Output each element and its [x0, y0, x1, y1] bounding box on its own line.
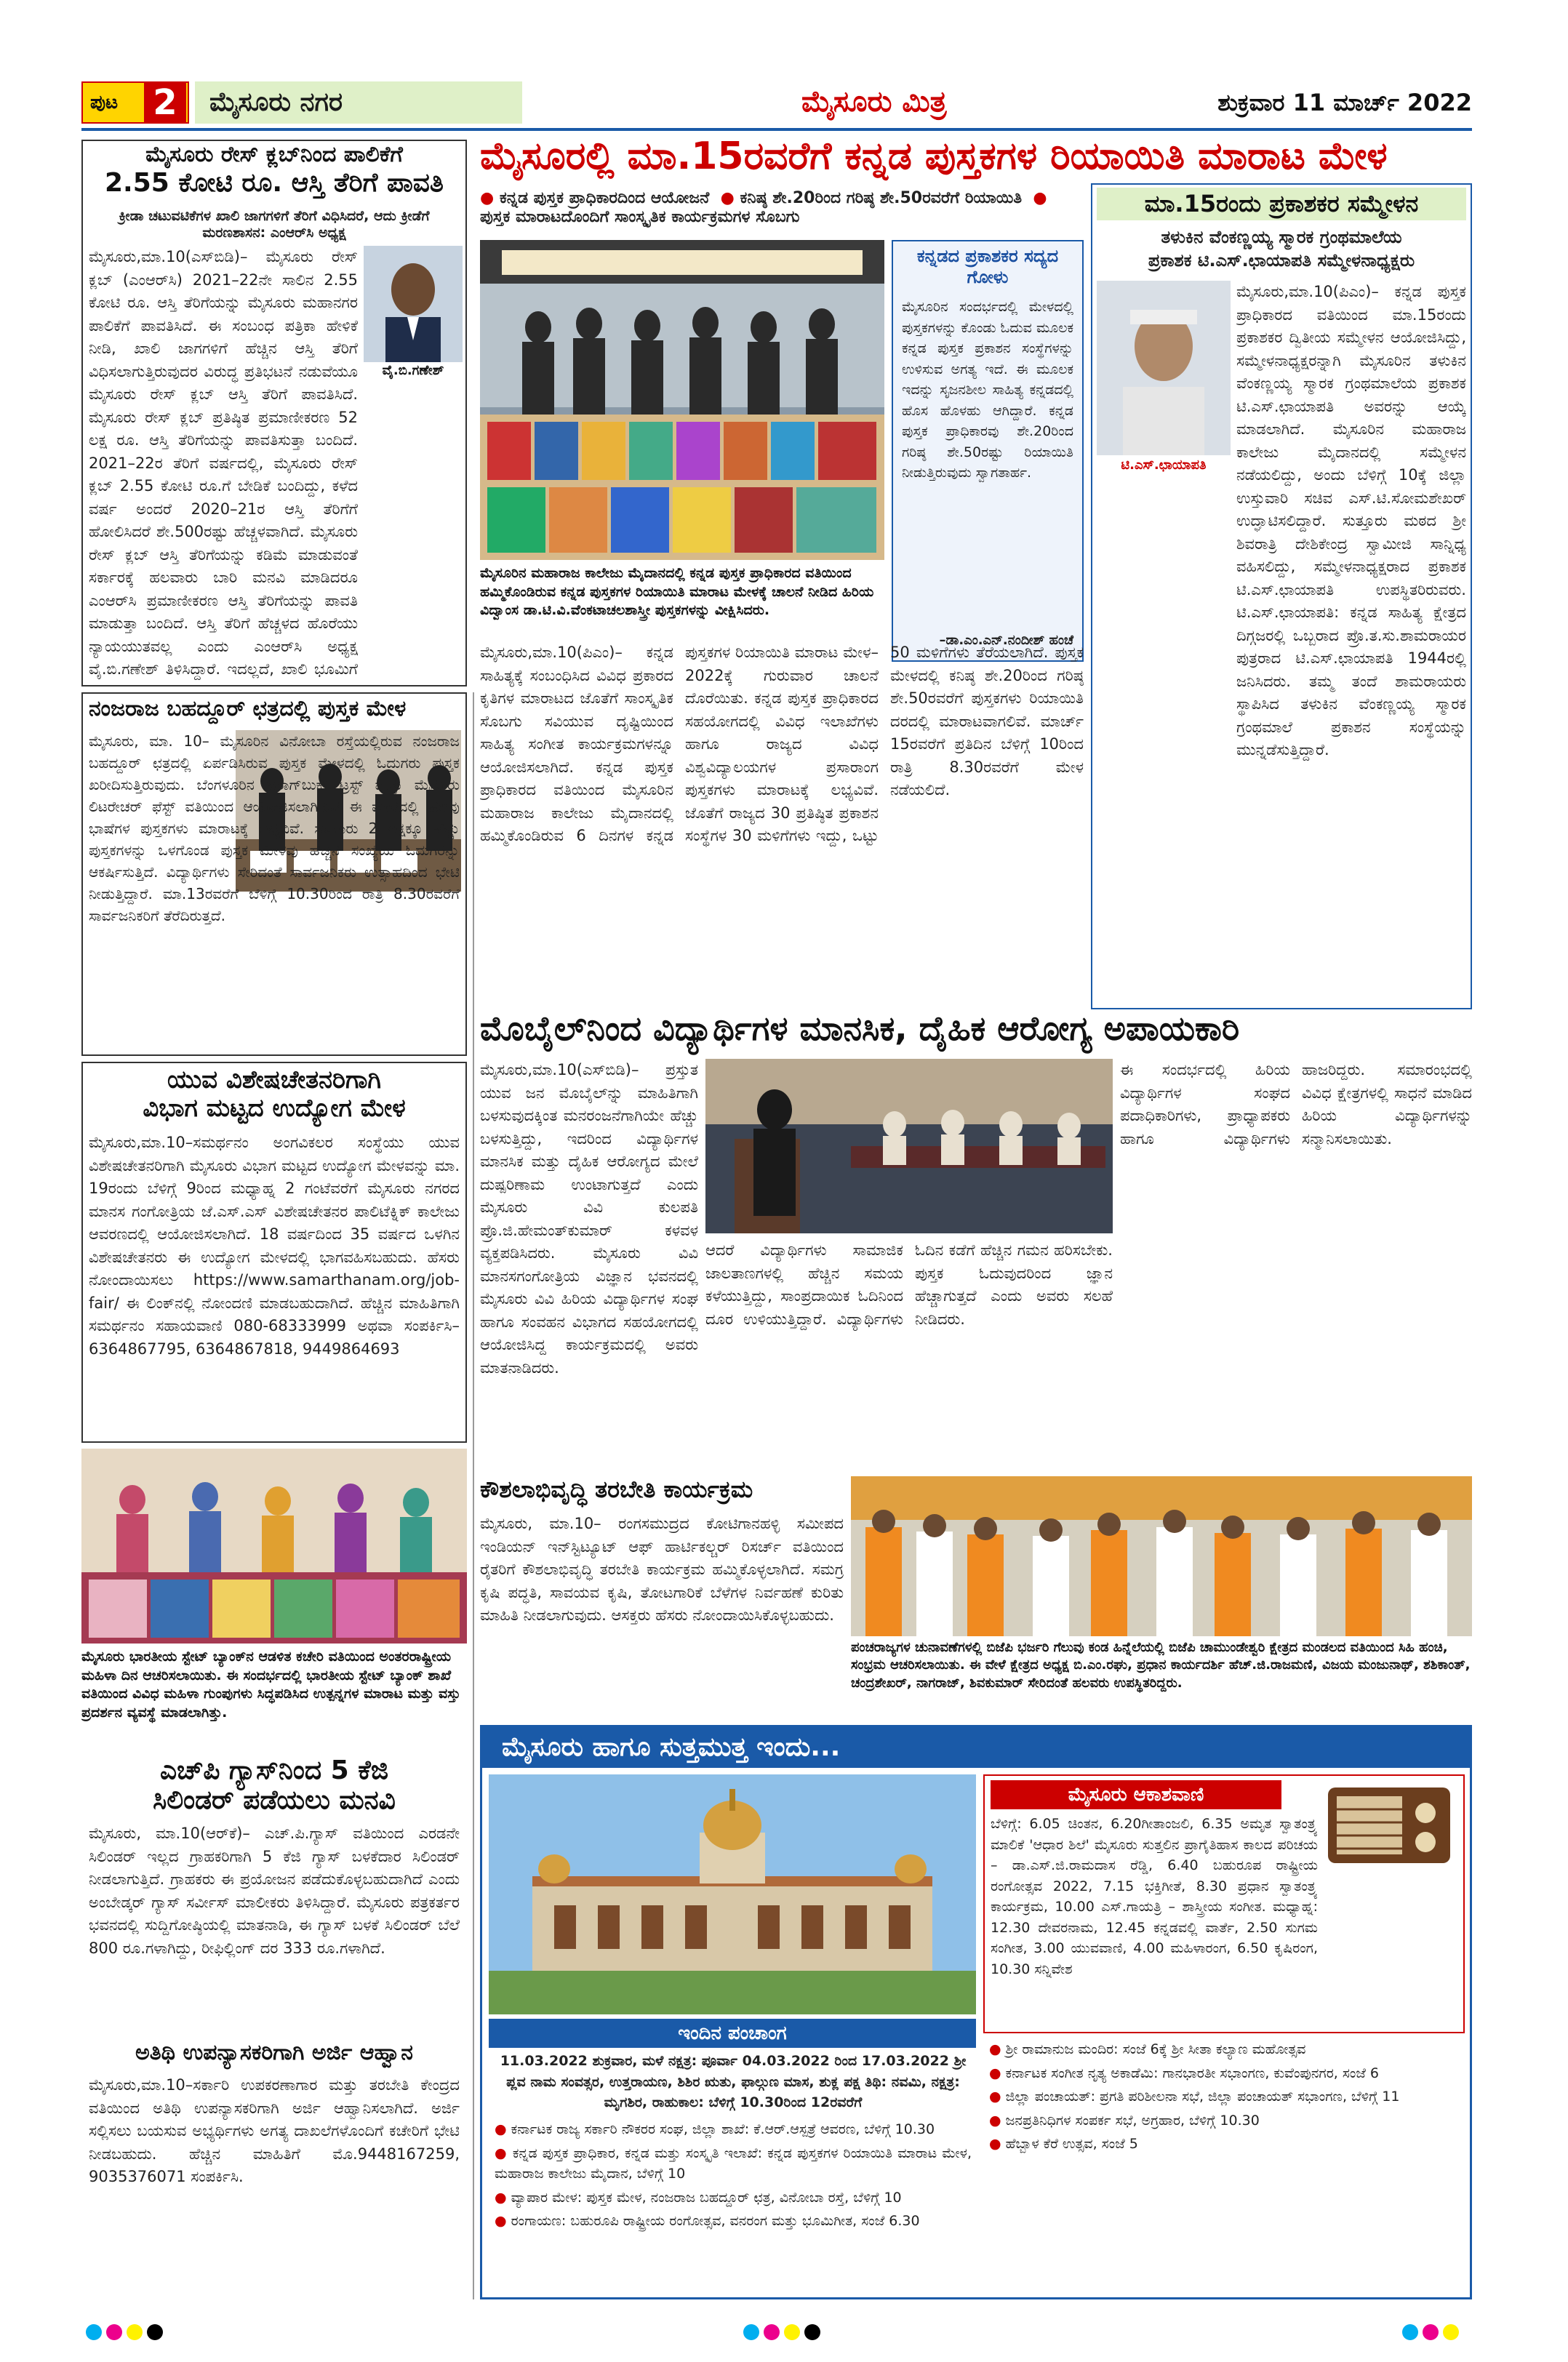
publishers-meet-subhead2: ಪ್ರಕಾಶಕ ಟಿ.ಎಸ್.ಛಾಯಾಪತಿ ಸಮ್ಮೇಳನಾಧ್ಯಕ್ಷರು — [1148, 250, 1415, 271]
events-left — [495, 2119, 972, 2297]
today-title: ಮೈಸೂರು ಹಾಗೂ ಸುತ್ತಮುತ್ತ ಇಂದು... — [502, 1732, 841, 1762]
panchang-body: 11.03.2022 ಶುಕ್ರವಾರ, ಮಳೆ ನಕ್ಷತ್ರ: ಪೂರ್ವಾ 04.03.2022 ರಿಂದ 17.03.2022 ಶ್ರೀ ಪ್ಲವ ನಾಮ ಸಂವತ್ಸರ, ಉತ್ತರಾಯಣ, ಶಿಶಿರ ಋತು, ಫಾಲ್ಗುಣ ಮಾಸ, ಶುಕ್ಲ ಪಕ್ಷ ತಿಥಿ: ನವಮಿ, ನಕ್ಷತ್ರ: ಮೃಗಶಿರ, ರಾಹುಕಾಲ: ಬೆಳಿಗ್ಗೆ 10.30ರಿಂದ 12ರವರೆಗೆ — [500, 2053, 967, 2110]
book-fair-bullet-3: ● ಪುಸ್ತಕ ಮಾರಾಟದೊಂದಿಗೆ ಸಾಂಸ್ಕೃತಿಕ ಕಾರ್ಯಕ್ರಮಗಳ ಸೊಬಗು — [480, 189, 1047, 226]
event-item: ● ಜನಪ್ರತಿನಿಧಿಗಳ ಸಂಪರ್ಕ ಸಭೆ, ಅಗ್ರಹಾರ, ಬೆಳಿಗ್ಗೆ 10.30 — [989, 2110, 1465, 2131]
book-fair-bullets — [480, 189, 1076, 228]
mobile-body-3: ಈ ಸಂದರ್ಭದಲ್ಲಿ ಹಿರಿಯ ವಿದ್ಯಾರ್ಥಿಗಳ ಸಂಘದ ಪದಾಧಿಕಾರಿಗಳು, ಪ್ರಾಧ್ಯಾಪಕರು ಹಾಗೂ ವಿದ್ಯಾರ್ಥಿಗಳು ಹಾಜರಿದ್ದರು. ಸಮಾರಂಭದಲ್ಲಿ ವಿವಿಧ ಕ್ಷೇತ್ರಗಳಲ್ಲಿ ಸಾಧನೆ ಮಾಡಿದ ಹಿರಿಯ ವಿದ್ಯಾರ್ಥಿಗಳನ್ನು ಸನ್ಮಾನಿಸಲಾಯಿತು. — [1120, 1061, 1472, 1148]
registration-dot — [743, 2324, 759, 2340]
event-item: ● ಹೆಬ್ಬಾಳ ಕೆರೆ ಉತ್ಸವ, ಸಂಜೆ 5 — [989, 2134, 1465, 2155]
left-column-rule — [473, 692, 474, 2299]
radio-title: ಮೈಸೂರು ಆಕಾಶವಾಣಿ — [991, 1780, 1281, 1809]
race-club-headline-line1: ಮೈಸೂರು ರೇಸ್ ಕ್ಲಬ್‌ನಿಂದ ಪಾಲಿಕೆಗೆ — [145, 142, 403, 167]
guest-lecturer-headline: ಅತಿಥಿ ಉಪನ್ಯಾಸಕರಿಗಾಗಿ ಅರ್ಜಿ ಆಹ್ವಾನ — [135, 2040, 413, 2065]
publishers-meet-subhead1: ತಳುಕಿನ ವೆಂಕಣ್ಣಯ್ಯ ಸ್ಮಾರಕ ಗ್ರಂಥಮಾಲೆಯ — [1161, 227, 1402, 247]
sbi-womens-day-caption: ಮೈಸೂರು ಭಾರತೀಯ ಸ್ಟೇಟ್ ಬ್ಯಾಂಕ್‌ನ ಆಡಳಿತ ಕಚೇರಿ ವತಿಯಿಂದ ಅಂತರರಾಷ್ಟ್ರೀಯ ಮಹಿಳಾ ದಿನ ಆಚರಿಸಲಾಯಿತು. ಈ ಸಂದರ್ಭದಲ್ಲಿ ಭಾರತೀಯ ಸ್ಟೇಟ್ ಬ್ಯಾಂಕ್ ಶಾಖೆ ವತಿಯಿಂದ ವಿವಿಧ ಮಹಿಳಾ ಗುಂಪುಗಳು ಸಿದ್ಧಪಡಿಸಿದ ಉತ್ಪನ್ನಗಳ ಮಾರಾಟ ಮತ್ತು ವಸ್ತು ಪ್ರದರ್ಶನ ವ್ಯವಸ್ಥೆ ಮಾಡಲಾಗಿತ್ತು. — [81, 1649, 461, 1721]
book-fair-bullet-2: ● ಕನಿಷ್ಠ ಶೇ.20ರಿಂದ ಗರಿಷ್ಠ ಶೇ.50ರವರೆಗೆ ರಿಯಾಯಿತಿ — [721, 189, 1022, 207]
panchang-title: ಇಂದಿನ ಪಂಚಾಂಗ — [489, 2019, 976, 2048]
sbi-womens-day-photo — [81, 1449, 467, 1644]
nanjaraja-headline: ನಂಜರಾಜ ಬಹದ್ದೂರ್ ಛತ್ರದಲ್ಲಿ ಪುಸ್ತಕ ಮೇಳ — [89, 696, 407, 721]
chayapathi-photo — [1097, 281, 1231, 455]
event-item: ● ವ್ಯಾಪಾರ ಮೇಳ: ಪುಸ್ತಕ ಮೇಳ, ನಂಜರಾಜ ಬಹದ್ದೂರ್ ಛತ್ರ, ವಿನೋಬಾ ರಸ್ತೆ, ಬೆಳಿಗ್ಗೆ 10 — [495, 2187, 972, 2209]
registration-dot — [764, 2324, 780, 2340]
chayapathi-caption: ಟಿ.ಎಸ್.ಛಾಯಾಪತಿ — [1121, 457, 1207, 473]
event-item: ● ಕನ್ನಡ ಪುಸ್ತಕ ಪ್ರಾಧಿಕಾರ, ಕನ್ನಡ ಮತ್ತು ಸಂಸ್ಕೃತಿ ಇಲಾಖೆ: ಕನ್ನಡ ಪುಸ್ತಕಗಳ ರಿಯಾಯಿತಿ ಮಾರಾಟ ಮೇಳ, ಮಹಾರಾಜ ಕಾಲೇಜು ಮೈದಾನ, ಬೆಳಿಗ್ಗೆ 10 — [495, 2143, 972, 2185]
publishers-meet-headline: ಮಾ.15ರಂದು ಪ್ರಕಾಶಕರ ಸಮ್ಮೇಳನ — [1097, 188, 1466, 220]
race-club-headline-line2: 2.55 ಕೋಟಿ ರೂ. ಆಸ್ತಿ ತೆರಿಗೆ ಪಾವತಿ — [104, 167, 444, 198]
registration-dot — [127, 2324, 143, 2340]
page-number: 2 — [144, 81, 186, 124]
skill-body: ಮೈಸೂರು, ಮಾ.10– ರಂಗಸಮುದ್ರದ ಕೋಟಿಗಾನಹಳ್ಳಿ ಸಮೀಪದ ಇಂಡಿಯನ್ ಇನ್‌ಸ್ಟಿಟ್ಯೂಟ್ ಆಫ್ ಹಾರ್ಟಿಕಲ್ಚರ್ ರಿಸರ್ಚ್ ವತಿಯಿಂದ ರೈತರಿಗೆ ಕೌಶಲಾಭಿವೃದ್ಧಿ ತರಬೇತಿ ಕಾರ್ಯಕ್ರಮ ಹಮ್ಮಿಕೊಳ್ಳಲಾಗಿದೆ. ಸಮಗ್ರ ಕೃಷಿ ಪದ್ಧತಿ, ಸಾವಯವ ಕೃಷಿ, ತೋಟಗಾರಿಕೆ ಬೆಳೆಗಳ ನಿರ್ವಹಣೆ ಕುರಿತು ಮಾಹಿತಿ ನೀಡಲಾಗುವುದು. ಆಸಕ್ತರು ಹೆಸರು ನೋಂದಾಯಿಸಿಕೊಳ್ಳಬಹುದು. — [480, 1515, 844, 1624]
registration-dot — [804, 2324, 820, 2340]
gas-headline — [89, 1756, 460, 1816]
issue-date: ಶುಕ್ರವಾರ 11 ಮಾರ್ಚ್ 2022 — [1217, 89, 1472, 116]
race-club-body: ಮೈಸೂರು,ಮಾ.10(ಎಸ್‌ಬಿಡಿ)– ಮೈಸೂರು ರೇಸ್ ಕ್ಲಬ್ (ಎಂಆರ್‌ಸಿ) 2021–22ನೇ ಸಾಲಿನ 2.55 ಕೋಟಿ ರೂ. ಆಸ್ತಿ ತೆರಿಗೆಯನ್ನು ಮೈಸೂರು ಮಹಾನಗರ ಪಾಲಿಕೆಗೆ ಪಾವತಿಸಿದೆ. ಈ ಸಂಬಂಧ ಪತ್ರಿಕಾ ಹೇಳಿಕೆ ನೀಡಿ, ಖಾಲಿ ಜಾಗಗಳಿಗೆ ಹೆಚ್ಚಿನ ಆಸ್ತಿ ತೆರಿಗೆ ವಿಧಿಸಲಾಗುತ್ತಿರುವುದರ ವಿರುದ್ಧ ಪ್ರತಿಭಟನೆ ನಡುವೆಯೂ ಮೈಸೂರು ರೇಸ್ ಕ್ಲಬ್ ಆಸ್ತಿ ತೆರಿಗೆ ಪಾವತಿಸಿದೆ. ಮೈಸೂರು ರೇಸ್ ಕ್ಲಬ್ ಪ್ರತಿಷ್ಠಿತ ಪ್ರಮಾಣೀಕರಣ 52 ಲಕ್ಷ ರೂ. ಆಸ್ತಿ ತೆರಿಗೆಯನ್ನು ಪಾವತಿಸುತ್ತಾ ಬಂದಿದೆ. 2021–22ರ ತೆರಿಗೆ ವರ್ಷದಲ್ಲಿ, ಮೈಸೂರು ರೇಸ್ ಕ್ಲಬ್ 2.55 ಕೋಟಿ ರೂ.ಗೆ ಬೇಡಿಕೆ ಬಂದಿದ್ದು, ಕಳೆದ ವರ್ಷ ಅಂದರೆ 2020–21ರ ಆಸ್ತಿ ತೆರಿಗೆಗೆ ಹೋಲಿಸಿದರೆ ಶೇ.500ರಷ್ಟು ಹೆಚ್ಚಳವಾಗಿದೆ. ಮೈಸೂರು ರೇಸ್ ಕ್ಲಬ್ ಆಸ್ತಿ ತೆರಿಗೆಯನ್ನು ಕಡಿಮೆ ಮಾಡುವಂತೆ ಸರ್ಕಾರಕ್ಕೆ ಹಲವಾರು ಬಾರಿ ಮನವಿ ಮಾಡಿದರೂ ಎಂಆರ್‌ಸಿ ಪ್ರಮಾಣೀಕರಣ ಆಸ್ತಿ ತೆರಿಗೆಯನ್ನು ಪಾವತಿ ಮಾಡುತ್ತಾ ಬಂದಿದೆ. ಆಸ್ತಿ ತೆರಿಗೆ ಹೆಚ್ಚಳದ ಹೊರೆಯು ನ್ಯಾಯಯುತವಲ್ಲ ಎಂದು ಎಂಆರ್‌ಸಿ ಅಧ್ಯಕ್ಷ ವೈ.ಬಿ.ಗಣೇಶ್ ತಿಳಿಸಿದ್ದಾರೆ. ಇದಲ್ಲದೆ, ಖಾಲಿ ಭೂಮಿಗೆ — [89, 248, 358, 678]
publishers-woes-author: –ಡಾ.ಎಂ.ಎನ್.ನಂದೀಶ್ ಹಂಚೆ — [939, 633, 1073, 648]
nanjaraja-body: ಮೈಸೂರು, ಮಾ. 10– ಮೈಸೂರಿನ ವಿನೋಬಾ ರಸ್ತೆಯಲ್ಲಿರುವ ನಂಜರಾಜ ಬಹದ್ದೂರ್ ಛತ್ರದಲ್ಲಿ ಏರ್ಪಡಿಸಿರುವ ಪುಸ್ತಕ ಮೇಳದಲ್ಲಿ ಓದುಗರು ಪುಸ್ತಕ ಖರೀದಿಸುತ್ತಿರುವುದು. ಬೆಂಗಳೂರಿನ ಚಿರಾಗ್‌ಬುಕ್ ಟ್ರಸ್ಟ್ ಮತ್ತು ಮೈಸೂರು ಲಿಟರೇಚರ್ ಫೆಸ್ಟ್ ವತಿಯಿಂದ ಆಯೋಜಿಸಲಾಗಿರುವ ಈ ಮೇಳದಲ್ಲಿ ಹಲವು ಭಾಷೆಗಳ ಪುಸ್ತಕಗಳು ಮಾರಾಟಕ್ಕೆ ಲಭ್ಯವಿವೆ. ಸುಮಾರು 2 ಲಕ್ಷಕ್ಕೂ ಹೆಚ್ಚು ಪುಸ್ತಕಗಳನ್ನು ಒಳಗೊಂಡ ಪುಸ್ತಕ ಮೇಳವು ಹೆಚ್ಚಿನ ಸಂಖ್ಯೆಯ ಓದುಗರನ್ನು ಆಕರ್ಷಿಸುತ್ತಿದೆ. ವಿದ್ಯಾರ್ಥಿಗಳು ಸೇರಿದಂತೆ ಸಾರ್ವಜನಿಕರು ಉತ್ಸಾಹದಿಂದ ಭೇಟಿ ನೀಡುತ್ತಿದ್ದಾರೆ. ಮಾ.13ರವರೆಗೆ ಬೆಳಿಗ್ಗೆ 10.30ರಿಂದ ರಾತ್ರಿ 8.30ರವರೆಗೆ ಸಾರ್ವಜನಿಕರಿಗೆ ತೆರೆದಿರುತ್ತದೆ. — [89, 732, 460, 924]
radio-icon — [1324, 1780, 1455, 1867]
book-fair-bullet-1: ● ಕನ್ನಡ ಪುಸ್ತಕ ಪ್ರಾಧಿಕಾರದಿಂದ ಆಯೋಜನೆ — [480, 189, 709, 207]
registration-dot — [86, 2324, 102, 2340]
book-fair-photo-caption: ಮೈಸೂರಿನ ಮಹಾರಾಜ ಕಾಲೇಜು ಮೈದಾನದಲ್ಲಿ ಕನ್ನಡ ಪುಸ್ತಕ ಪ್ರಾಧಿಕಾರದ ವತಿಯಿಂದ ಹಮ್ಮಿಕೊಂಡಿರುವ ಕನ್ನಡ ಪುಸ್ತಕಗಳ ರಿಯಾಯಿತಿ ಮಾರಾಟ ಮೇಳಕ್ಕೆ ಚಾಲನೆ ನೀಡಿದ ಹಿರಿಯ ವಿದ್ವಾಂಸ ಡಾ.ಟಿ.ವಿ.ವೆಂಕಟಾಚಲಶಾಸ್ತ್ರೀ ಪುಸ್ತಕಗಳನ್ನು ವೀಕ್ಷಿಸಿದರು. — [480, 565, 874, 619]
event-item: ● ಜಿಲ್ಲಾ ಪಂಚಾಯತ್: ಪ್ರಗತಿ ಪರಿಶೀಲನಾ ಸಭೆ, ಜಿಲ್ಲಾ ಪಂಚಾಯತ್ ಸಭಾಂಗಣ, ಬೆಳಿಗ್ಗೆ 11 — [989, 2086, 1465, 2107]
publishers-meet-body: ಮೈಸೂರು,ಮಾ.10(ಪಿಎಂ)– ಕನ್ನಡ ಪುಸ್ತಕ ಪ್ರಾಧಿಕಾರದ ವತಿಯಿಂದ ಮಾ.15ರಂದು ಪ್ರಕಾಶಕರ ದ್ವಿತೀಯ ಸಮ್ಮೇಳನ ಆಯೋಜಿಸಿದ್ದು, ಸಮ್ಮೇಳನಾಧ್ಯಕ್ಷರನ್ನಾಗಿ ಮೈಸೂರಿನ ತಳುಕಿನ ವೆಂಕಣ್ಣಯ್ಯ ಸ್ಮಾರಕ ಗ್ರಂಥಮಾಲೆಯ ಪ್ರಕಾಶಕ ಟಿ.ಎಸ್.ಛಾಯಾಪತಿ ಅವರನ್ನು ಆಯ್ಕೆ ಮಾಡಲಾಗಿದೆ. ಮೈಸೂರಿನ ಮಹಾರಾಜ ಕಾಲೇಜು ಮೈದಾನದಲ್ಲಿ ಸಮ್ಮೇಳನ ನಡೆಯಲಿದ್ದು, ಅಂದು ಬೆಳಿಗ್ಗೆ 10ಕ್ಕೆ ಜಿಲ್ಲಾ ಉಸ್ತುವಾರಿ ಸಚಿವ ಎಸ್.ಟಿ.ಸೋಮಶೇಖರ್ ಉದ್ಘಾಟಿಸಲಿದ್ದಾರೆ. ಸುತ್ತೂರು ಮಠದ ಶ್ರೀ ಶಿವರಾತ್ರಿ ದೇಶಿಕೇಂದ್ರ ಸ್ವಾಮೀಜಿ ಸಾನ್ನಿಧ್ಯ ವಹಿಸಲಿದ್ದು, ಸಮ್ಮೇಳನಾಧ್ಯಕ್ಷರಾದ ಪ್ರಕಾಶಕ ಟಿ.ಎಸ್.ಛಾಯಾಪತಿ ಉಪಸ್ಥಿತರಿರುವರು. ಟಿ.ಎಸ್.ಛಾಯಾಪತಿ: ಕನ್ನಡ ಸಾಹಿತ್ಯ ಕ್ಷೇತ್ರದ ದಿಗ್ಗಜರಲ್ಲಿ ಒಬ್ಬರಾದ ಪ್ರೊ.ತ.ಸು.ಶಾಮರಾಯರ ಪುತ್ರರಾದ ಟಿ.ಎಸ್.ಛಾಯಾಪತಿ 1944ರಲ್ಲಿ ಜನಿಸಿದರು. ತಮ್ಮ ತಂದೆ ಶಾಮರಾಯರು ಸ್ಥಾಪಿಸಿದ ತಳುಕಿನ ವೆಂಕಣ್ಣಯ್ಯ ಸ್ಮಾರಕ ಗ್ರಂಥಮಾಲೆ ಪ್ರಕಾಶನ ಸಂಸ್ಥೆಯನ್ನು ಮುನ್ನಡೆಸುತ್ತಿದ್ದಾರೆ. — [1236, 283, 1466, 758]
ganesh-photo — [364, 246, 463, 362]
race-club-subhead: ಕ್ರೀಡಾ ಚಟುವಟಿಕೆಗಳ ಖಾಲಿ ಜಾಗಗಳಿಗೆ ತೆರಿಗೆ ವಿಧಿಸಿದರೆ, ಆದು ಕ್ರೀಡೆಗೆ ಮರಣಶಾಸನ: ಎಂಆರ್‌ಸಿ ಅಧ್ಯಕ್ಷ — [119, 208, 430, 241]
bjp-celebration-caption: ಪಂಚರಾಜ್ಯಗಳ ಚುನಾವಣೆಗಳಲ್ಲಿ ಬಿಜೆಪಿ ಭರ್ಜರಿ ಗೆಲುವು ಕಂಡ ಹಿನ್ನೆಲೆಯಲ್ಲಿ ಬಿಜೆಪಿ ಚಾಮುಂಡೇಶ್ವರಿ ಕ್ಷೇತ್ರದ ಮಂಡಲದ ವತಿಯಿಂದ ಸಿಹಿ ಹಂಚಿ, ಸಂಭ್ರಮ ಆಚರಿಸಲಾಯಿತು. ಈ ವೇಳೆ ಕ್ಷೇತ್ರದ ಅಧ್ಯಕ್ಷ ಬಿ.ಎಂ.ರಘು, ಪ್ರಧಾನ ಕಾರ್ಯದರ್ಶಿ ಹೆಚ್.ಜಿ.ರಾಜಮಣಿ, ವಿಜಯ ಮಂಜುನಾಥ್, ಶಶಿಕಾಂತ್, ಚಂದ್ರಶೇಖರ್, ನಾಗರಾಜ್, ಶಿವಕುಮಾರ್ ಸೇರಿದಂತೆ ಹಲವರು ಉಪಸ್ಥಿತರಿದ್ದರು. — [851, 1640, 1471, 1691]
event-item: ● ಶ್ರೀ ರಾಮಾನುಜ ಮಂದಿರ: ಸಂಜೆ 6ಕ್ಕೆ ಶ್ರೀ ಸೀತಾ ಕಲ್ಯಾಣ ಮಹೋತ್ಸವ — [989, 2039, 1465, 2060]
job-fair-headline-line1: ಯುವ ವಿಶೇಷಚೇತನರಿಗಾಗಿ — [167, 1065, 381, 1094]
page-label: ಪುಟ — [90, 92, 119, 113]
ganesh-photo-caption: ವೈ.ಬಿ.ಗಣೇಶ್ — [382, 363, 444, 378]
gas-headline-line2: ಸಿಲಿಂಡರ್ ಪಡೆಯಲು ಮನವಿ — [153, 1785, 396, 1816]
guest-lecturer-body: ಮೈಸೂರು,ಮಾ.10–ಸರ್ಕಾರಿ ಉಪಕರಣಾಗಾರ ಮತ್ತು ತರಬೇತಿ ಕೇಂದ್ರದ ವತಿಯಿಂದ ಅತಿಥಿ ಉಪನ್ಯಾಸಕರಿಗಾಗಿ ಅರ್ಜಿ ಆಹ್ವಾನಿಸಲಾಗಿದೆ. ಅರ್ಜಿ ಸಲ್ಲಿಸಲು ಬಯಸುವ ಅಭ್ಯರ್ಥಿಗಳು ಅಗತ್ಯ ದಾಖಲೆಗಳೊಂದಿಗೆ ಕಚೇರಿಗೆ ಭೇಟಿ ನೀಡಬಹುದು. ಹೆಚ್ಚಿನ ಮಾಹಿತಿಗೆ ಮೊ.9448167259, 9035376071 ಸಂಪರ್ಕಿಸಿ. — [89, 2076, 460, 2185]
race-club-headline — [89, 143, 460, 198]
registration-dot — [106, 2324, 122, 2340]
gas-headline-line1: ಎಚ್‌ಪಿ ಗ್ಯಾಸ್‌ನಿಂದ 5 ಕೆಜಿ — [159, 1756, 389, 1785]
registration-dot — [147, 2324, 163, 2340]
book-fair-body: ಮೈಸೂರು,ಮಾ.10(ಪಿಎಂ)– ಕನ್ನಡ ಸಾಹಿತ್ಯಕ್ಕೆ ಸಂಬಂಧಿಸಿದ ವಿವಿಧ ಪ್ರಕಾರದ ಕೃತಿಗಳ ಮಾರಾಟದ ಜೊತೆಗೆ ಸಾಂಸ್ಕೃತಿಕ ಸೊಬಗು ಸವಿಯುವ ದೃಷ್ಟಿಯಿಂದ ಸಾಹಿತ್ಯ ಸಂಗೀತ ಕಾರ್ಯಕ್ರಮಗಳನ್ನೂ ಆಯೋಜಿಸಲಾಗಿದೆ. ಕನ್ನಡ ಪುಸ್ತಕ ಪ್ರಾಧಿಕಾರದ ವತಿಯಿಂದ ಮೈಸೂರಿನ ಮಹಾರಾಜ ಕಾಲೇಜು ಮೈದಾನದಲ್ಲಿ ಹಮ್ಮಿಕೊಂಡಿರುವ 6 ದಿನಗಳ ಕನ್ನಡ ಪುಸ್ತಕಗಳ ರಿಯಾಯಿತಿ ಮಾರಾಟ ಮೇಳ–2022ಕ್ಕೆ ಗುರುವಾರ ಚಾಲನೆ ದೊರೆಯಿತು. ಕನ್ನಡ ಪುಸ್ತಕ ಪ್ರಾಧಿಕಾರದ ಸಹಯೋಗದಲ್ಲಿ ವಿವಿಧ ಇಲಾಖೆಗಳು ಹಾಗೂ ರಾಜ್ಯದ ವಿವಿಧ ವಿಶ್ವವಿದ್ಯಾಲಯಗಳ ಪ್ರಸಾರಾಂಗ ಪುಸ್ತಕಗಳು ಮಾರಾಟಕ್ಕೆ ಲಭ್ಯವಿವೆ. ಜೊತೆಗೆ ರಾಜ್ಯದ 30 ಪ್ರತಿಷ್ಠಿತ ಪ್ರಕಾಶನ ಸಂಸ್ಥೆಗಳ 30 ಮಳಿಗೆಗಳು ಇದ್ದು, ಒಟ್ಟು 50 ಮಳಿಗೆಗಳು ತೆರೆಯಲಾಗಿದೆ. ಪುಸ್ತಕ ಮೇಳದಲ್ಲಿ ಕನಿಷ್ಠ ಶೇ.20ರಿಂದ ಗರಿಷ್ಠ ಶೇ.50ರವರೆಗೆ ಪುಸ್ತಕಗಳು ರಿಯಾಯಿತಿ ದರದಲ್ಲಿ ಮಾರಾಟವಾಗಲಿವೆ. ಮಾರ್ಚ್ 15ರವರೆಗೆ ಪ್ರತಿದಿನ ಬೆಳಿಗ್ಗೆ 10ರಿಂದ ರಾತ್ರಿ 8.30ರವರೆಗೆ ಮೇಳ ನಡೆಯಲಿದೆ. — [480, 644, 1084, 844]
job-fair-headline-line2: ವಿಭಾಗ ಮಟ್ಟದ ಉದ್ಯೋಗ ಮೇಳ — [143, 1094, 406, 1124]
radio-schedule: ಬೆಳಿಗ್ಗೆ: 6.05 ಚಿಂತನ, 6.20ಗೀತಾಂಜಲಿ, 6.35 ಅಮೃತ ಸ್ವಾತಂತ್ರ್ಯ ಮಾಲಿಕೆ 'ಆಧಾರ ಶಿಲೆ' ಮೈಸೂರು ಸುತ್ತಲಿನ ಪ್ರಾಗೈತಿಹಾಸ ಕಾಲದ ಪರಿಚಯ – ಡಾ.ಎಸ್.ಜಿ.ರಾಮದಾಸ ರೆಡ್ಡಿ, 6.40 ಬಹುರೂಪ ರಾಷ್ಟ್ರೀಯ ರಂಗೋತ್ಸವ 2022, 7.15 ಭಕ್ತಿಗೀತೆ, 8.30 ಪ್ರಧಾನ ಸ್ವಾತಂತ್ರ್ಯ ಕಾರ್ಯಕ್ರಮ, 10.00 ಎಸ್.ಗಾಯತ್ರಿ – ಶಾಸ್ತ್ರೀಯ ಸಂಗೀತ. ಮಧ್ಯಾಹ್ನ: 12.30 ದೇವರನಾಮ, 12.45 ಕನ್ನಡವಲ್ಲಿ ವಾರ್ತೆ, 2.50 ಸುಗಮ ಸಂಗೀತ, 3.00 ಯುವವಾಣಿ, 4.00 ಮಹಿಳಾರಂಗ, 6.50 ಕೃಷಿರಂಗ, 10.30 ಸನ್ನಿವೇಶ — [991, 1816, 1318, 1977]
registration-dot — [1423, 2324, 1439, 2340]
skill-headline: ಕೌಶಲಾಭಿವೃದ್ಧಿ ತರಬೇತಿ ಕಾರ್ಯಕ್ರಮ — [480, 1476, 753, 1503]
event-item: ● ರಂಗಾಯಣ: ಬಹುರೂಪಿ ರಾಷ್ಟ್ರೀಯ ರಂಗೋತ್ಸವ, ವನರಂಗ ಮತ್ತು ಭೂಮಿಗೀತ, ಸಂಜೆ 6.30 — [495, 2211, 972, 2232]
registration-dot — [1443, 2324, 1459, 2340]
header-rule — [81, 128, 1472, 131]
mysore-palace-photo — [489, 1774, 976, 2014]
job-fair-headline — [89, 1066, 460, 1123]
mobile-headline: ಮೊಬೈಲ್‌ನಿಂದ ವಿದ್ಯಾರ್ಥಿಗಳ ಮಾನಸಿಕ, ದೈಹಿಕ ಆರೋಗ್ಯ ಅಪಾಯಕಾರಿ — [480, 1009, 1240, 1048]
book-fair-headline: ಮೈಸೂರಲ್ಲಿ ಮಾ.15ರವರೆಗೆ ಕನ್ನಡ ಪುಸ್ತಕಗಳ ರಿಯಾಯಿತಿ ಮಾರಾಟ ಮೇಳ — [480, 135, 1388, 178]
event-item: ● ಕರ್ನಾಟಕ ಸಂಗೀತ ನೃತ್ಯ ಅಕಾಡೆಮಿ: ಗಾನಭಾರತೀ ಸಭಾಂಗಣ, ಕುವೆಂಪುನಗರ, ಸಂಜೆ 6 — [989, 2063, 1465, 2084]
publishers-woes-body: ಮೈಸೂರಿನ ಸಂದರ್ಭದಲ್ಲಿ ಮೇಳದಲ್ಲಿ ಪುಸ್ತಕಗಳನ್ನು ಕೊಂಡು ಓದುವ ಮೂಲಕ ಕನ್ನಡ ಪುಸ್ತಕ ಪ್ರಕಾಶನ ಸಂಸ್ಥೆಗಳನ್ನು ಉಳಿಸುವ ಅಗತ್ಯ ಇದೆ. ಈ ಮೂಲಕ ಇದನ್ನು ಸೃಜನಶೀಲ ಸಾಹಿತ್ಯ ಕನ್ನಡದಲ್ಲಿ ಹೊಸ ಹೊಳಹು ಆಗಿದ್ದಾರೆ. ಕನ್ನಡ ಪುಸ್ತಕ ಪ್ರಾಧಿಕಾರವು ಶೇ.20ರಿಂದ ಗರಿಷ್ಠ ಶೇ.50ರಷ್ಟು ರಿಯಾಯಿತಿ ನೀಡುತ್ತಿರುವುದು ಸ್ವಾಗತಾರ್ಹ. — [902, 299, 1073, 481]
bjp-celebration-photo — [851, 1476, 1472, 1636]
registration-dot — [784, 2324, 800, 2340]
mobile-speaker-photo — [705, 1059, 1113, 1233]
page-number-badge — [81, 81, 189, 124]
events-right — [989, 2039, 1465, 2297]
mobile-body-2: ಆದರೆ ವಿದ್ಯಾರ್ಥಿಗಳು ಸಾಮಾಜಿಕ ಜಾಲತಾಣಗಳಲ್ಲಿ ಹೆಚ್ಚಿನ ಸಮಯ ಕಳೆಯುತ್ತಿದ್ದು, ಸಾಂಪ್ರದಾಯಿಕ ಓದಿನಿಂದ ದೂರ ಉಳಿಯುತ್ತಿದ್ದಾರೆ. ವಿದ್ಯಾರ್ಥಿಗಳು ಓದಿನ ಕಡೆಗೆ ಹೆಚ್ಚಿನ ಗಮನ ಹರಿಸಬೇಕು. ಪುಸ್ತಕ ಓದುವುದರಿಂದ ಜ್ಞಾನ ಹೆಚ್ಚಾಗುತ್ತದೆ ಎಂದು ಅವರು ಸಲಹೆ ನೀಡಿದರು. — [705, 1241, 1113, 1328]
masthead-logo: ಮೈಸೂರು ಮಿತ್ರ — [801, 84, 947, 119]
gas-body: ಮೈಸೂರು, ಮಾ.10(ಆರ್‌ಕೆ)– ಎಚ್.ಪಿ.ಗ್ಯಾಸ್ ವತಿಯಿಂದ ಎರಡನೇ ಸಿಲಿಂಡರ್ ಇಲ್ಲದ ಗ್ರಾಹಕರಿಗಾಗಿ 5 ಕೆಜಿ ಗ್ಯಾಸ್ ಬಳಕೆದಾರ ಸಿಲಿಂಡರ್ ನೀಡಲಾಗುತ್ತಿದೆ. ಗ್ರಾಹಕರು ಈ ಪ್ರಯೋಜನ ಪಡೆದುಕೊಳ್ಳಬಹುದಾಗಿದೆ ಎಂದು ಅಂಬೇಡ್ಕರ್ ಗ್ಯಾಸ್ ಸರ್ವೀಸ್ ಮಾಲೀಕರು ತಿಳಿಸಿದ್ದಾರೆ. ಮೈಸೂರು ಪತ್ರಕರ್ತರ ಭವನದಲ್ಲಿ ಸುದ್ದಿಗೋಷ್ಠಿಯಲ್ಲಿ ಮಾತನಾಡಿ, ಈ ಗ್ಯಾಸ್ ಬಳಕೆ ಸಿಲಿಂಡರ್ ಬೆಲೆ 800 ರೂ.ಗಳಾಗಿದ್ದು, ರೀಫಿಲ್ಲಿಂಗ್ ದರ 333 ರೂ.ಗಳಾಗಿದೆ. — [89, 1825, 460, 1957]
job-fair-body: ಮೈಸೂರು,ಮಾ.10–ಸಮರ್ಥನಂ ಅಂಗವಿಕಲರ ಸಂಸ್ಥೆಯು ಯುವ ವಿಶೇಷಚೇತನರಿಗಾಗಿ ಮೈಸೂರು ವಿಭಾಗ ಮಟ್ಟದ ಉದ್ಯೋಗ ಮೇಳವನ್ನು ಮಾ. 19ರಂದು ಬೆಳಿಗ್ಗೆ 9ರಿಂದ ಮಧ್ಯಾಹ್ನ 2 ಗಂಟೆವರೆಗೆ ಮೈಸೂರು ನಗರದ ಮಾನಸ ಗಂಗೋತ್ರಿಯ ಜೆ.ಎಸ್.ಎಸ್ ವಿಶೇಷಚೇತನರ ಪಾಲಿಟೆಕ್ನಿಕ್ ಕಾಲೇಜು ಆವರಣದಲ್ಲಿ ಆಯೋಜಿಸಲಾಗಿದೆ. 18 ವರ್ಷದಿಂದ 35 ವರ್ಷದ ಒಳಗಿನ ವಿಶೇಷಚೇತನರು ಈ ಉದ್ಯೋಗ ಮೇಳದಲ್ಲಿ ಭಾಗವಹಿಸಬಹುದು. ಹೆಸರು ನೋಂದಾಯಿಸಲು https://www.samarthanam.org/job-fair/ ಈ ಲಿಂಕ್‌ನಲ್ಲಿ ನೋಂದಣಿ ಮಾಡಬಹುದಾಗಿದೆ. ಹೆಚ್ಚಿನ ಮಾಹಿತಿಗಾಗಿ ಸಮರ್ಥನಂ ಸಹಾಯವಾಣಿ 080-68333999 ಅಥವಾ ಸಂಪರ್ಕಿಸಿ– 6364867795, 6364867818, 9449864693 — [89, 1134, 460, 1358]
publishers-woes-title: ಕನ್ನಡದ ಪ್ರಕಾಶಕರ ಸದ್ಯದ ಗೋಳು — [916, 246, 1059, 287]
section-title: ಮೈಸೂರು ನಗರ — [195, 81, 522, 124]
registration-dot — [1402, 2324, 1418, 2340]
book-fair-photo — [480, 240, 884, 560]
page-header — [81, 81, 1472, 128]
event-item: ● ಕರ್ನಾಟಕ ರಾಜ್ಯ ಸರ್ಕಾರಿ ನೌಕರರ ಸಂಘ, ಜಿಲ್ಲಾ ಶಾಖೆ: ಕೆ.ಆರ್.ಆಸ್ಪತ್ರೆ ಆವರಣ, ಬೆಳಿಗ್ಗೆ 10.30 — [495, 2119, 972, 2140]
mobile-body-1: ಮೈಸೂರು,ಮಾ.10(ಎಸ್‌ಬಿಡಿ)– ಪ್ರಸ್ತುತ ಯುವ ಜನ ಮೊಬೈಲ್‌ನ್ನು ಮಾಹಿತಿಗಾಗಿ ಬಳಸುವುದಕ್ಕಿಂತ ಮನರಂಜನೆಗಾಗಿಯೇ ಹೆಚ್ಚು ಬಳಸುತ್ತಿದ್ದು, ಇದರಿಂದ ವಿದ್ಯಾರ್ಥಿಗಳ ಮಾನಸಿಕ ಮತ್ತು ದೈಹಿಕ ಆರೋಗ್ಯದ ಮೇಲೆ ದುಷ್ಪರಿಣಾಮ ಉಂಟಾಗುತ್ತದೆ ಎಂದು ಮೈಸೂರು ವಿವಿ ಕುಲಪತಿ ಪ್ರೊ.ಜಿ.ಹೇಮಂತ್‌ಕುಮಾರ್ ಕಳವಳ ವ್ಯಕ್ತಪಡಿಸಿದರು. ಮೈಸೂರು ವಿವಿ ಮಾನಸಗಂಗೋತ್ರಿಯ ವಿಜ್ಞಾನ ಭವನದಲ್ಲಿ ಮೈಸೂರು ವಿವಿ ಹಿರಿಯ ವಿದ್ಯಾರ್ಥಿಗಳ ಸಂಘ ಹಾಗೂ ಸಂವಹನ ವಿಭಾಗದ ಸಹಯೋಗದಲ್ಲಿ ಆಯೋಜಿಸಿದ್ದ ಕಾರ್ಯಕ್ರಮದಲ್ಲಿ ಅವರು ಮಾತನಾಡಿದರು. — [480, 1061, 698, 1377]
